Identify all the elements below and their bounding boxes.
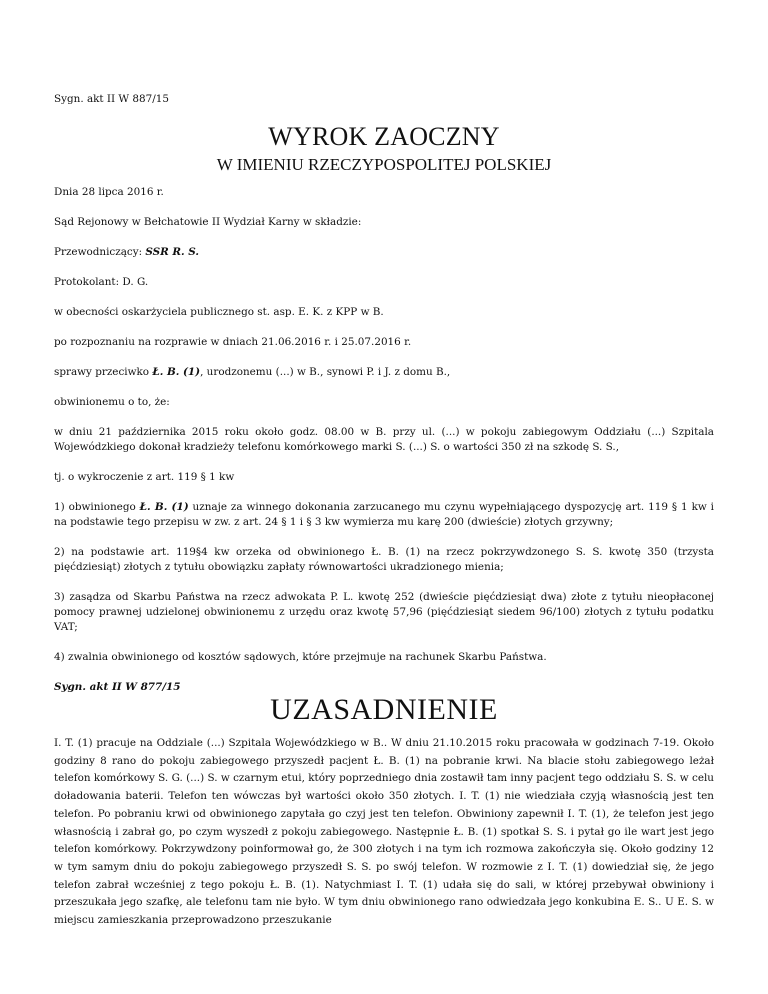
verdict-date: Dnia 28 lipca 2016 r.	[54, 186, 164, 198]
charge-description: w dniu 21 października 2015 roku około godz. 08.00 w B. przy ul. (...) w pokoju zabiegowym Oddziału (...) Szpitala Wojewódzkiego dokonał kradzieży telefonu komórkowego marki S. (...) S. o wartości 350 zł na szkodę S. S.,	[54, 426, 714, 453]
verdict-point-3: 3) zasądza od Skarbu Państwa na rzecz adwokata P. L. kwotę 252 (dwieście pięćdziesiąt dwa) złote z tytułu nieopłaconej pomocy prawnej udzielonej obwinionemu z urzędu oraz kwotę 57,96 (pięćdziesiąt siedem 96/100) złotych z tytułu podatku VAT;	[54, 591, 714, 633]
case-suffix: , urodzonemu (...) w B., synowi P. i J. z domu B.,	[200, 366, 451, 378]
presiding-name: SSR R. S.	[145, 246, 200, 258]
justification-text: I. T. (1) pracuje na Oddziale (...) Szpitala Wojewódzkiego w B.. W dniu 21.10.2015 roku pracowała w godzinach 7-19. Około godziny 8 rano do pokoju zabiegowego przyszedł pacjent Ł. B. (1) na pobranie krwi. Na blacie stołu zabiegowego leżał telefon komórkowy S. G. (...) S. w czarnym etui, który poprzedniego dnia zostawił tam inny pacjent tego oddziału S. S. w celu doładowania baterii. Telefon ten wówczas był wartości około 350 złotych. I. T. (1) nie wiedziała czyją własnością jest ten telefon. Po pobraniu krwi od obwinionego zapytała go czyj jest ten telefon. Obwiniony zapewnił I. T. (1), że telefon jest jego własnością i zabrał go, po czym wyszedł z pokoju zabiegowego. Następnie Ł. B. (1) spotkał S. S. i pytał go ile wart jest jego telefon komórkowy. Pokrzywdzony poinformował go, że 300 złotych i na tym ich rozmowa zakończyła się. Około godziny 12 w tym samym dniu do pokoju zabiegowego przyszedł S. S. po swój telefon. W rozmowie z I. T. (1) dowiedział się, że jego telefon zabrał wcześniej z tego pokoju Ł. B. (1). Natychmiast I. T. (1) udała się do sali, w której przebywał obwiniony i przeszukała jego szafkę, ale telefonu tam nie było. W tym dniu obwinionego rano odwiedzała jego konkubina E. S.. U E. S. w miejscu zamieszkania przeprowadzono przeszukanie	[54, 737, 714, 927]
presiding-label: Przewodniczący:	[54, 246, 146, 258]
case-prefix: sprawy przeciwko	[54, 366, 153, 378]
verdict-title: WYROK ZAOCZNY	[268, 122, 500, 151]
presiding-judge	[54, 245, 714, 260]
verdict-point-1-name: Ł. B. (1)	[139, 501, 189, 513]
case-against	[54, 365, 714, 380]
verdict-point-1-prefix: 1) obwinionego	[54, 501, 140, 513]
court-composition: Sąd Rejonowy w Bełchatowie II Wydział Karny w składzie:	[54, 216, 362, 228]
charge-article: tj. o wykroczenie z art. 119 § 1 kw	[54, 471, 235, 483]
verdict-point-2: 2) na podstawie art. 119§4 kw orzeka od obwinionego Ł. B. (1) na rzecz pokrzywdzonego S. S. kwotę 350 (trzysta pięćdziesiąt) złotych z tytułu obowiązku zapłaty równowartości ukradzionego mienia;	[54, 546, 714, 573]
prosecutor-presence: w obecności oskarżyciela publicznego st. asp. E. K. z KPP w B.	[54, 306, 384, 318]
verdict-point-1-suffix: uznaje za winnego dokonania zarzucanego mu czynu wypełniającego dyspozycję art. 119 § 1 kw i na podstawie tego przepisu w zw. z art. 24 § 1 i § 3 kw wymierza mu karę 200 (dwieście) złotych grzywny;	[54, 501, 715, 528]
case-signature: Sygn. akt II W 887/15	[54, 93, 169, 105]
document-page	[54, 92, 714, 930]
court-clerk: Protokolant: D. G.	[54, 276, 149, 288]
verdict-subtitle: W IMIENIU RZECZYPOSPOLITEJ POLSKIEJ	[216, 155, 552, 174]
hearing-dates: po rozpoznaniu na rozprawie w dniach 21.06.2016 r. i 25.07.2016 r.	[54, 336, 412, 348]
justification-signature: Sygn. akt II W 877/15	[54, 681, 181, 693]
verdict-point-1	[54, 500, 714, 530]
justification-heading: UZASADNIENIE	[270, 693, 498, 726]
charged-intro: obwinionemu o to, że:	[54, 396, 170, 408]
verdict-point-4: 4) zwalnia obwinionego od kosztów sądowych, które przejmuje na rachunek Skarbu Państwa.	[54, 651, 547, 663]
case-defendant: Ł. B. (1)	[152, 366, 201, 378]
